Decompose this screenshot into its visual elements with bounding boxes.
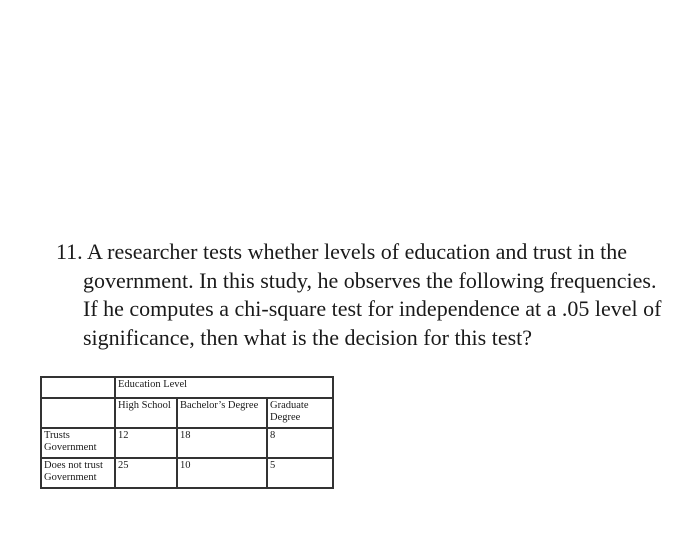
cell-not-trust-high-school: 25 [115,458,177,488]
table-column-header-row [41,398,333,428]
table-row [41,458,333,488]
column-header-high-school: High School [115,398,177,428]
education-level-header: Education Level [115,377,333,398]
table-header-row [41,377,333,398]
cell-not-trust-bachelors: 10 [177,458,267,488]
cell-not-trust-graduate: 5 [267,458,333,488]
cell-trusts-bachelors: 18 [177,428,267,458]
column-header-graduate: Graduate Degree [267,398,333,428]
table-blank-cell [41,398,115,428]
table-row [41,428,333,458]
cell-trusts-high-school: 12 [115,428,177,458]
question-text [56,238,666,352]
frequency-table [40,376,334,489]
column-header-bachelors: Bachelor’s Degree [177,398,267,428]
question-paragraph: 11. A researcher tests whether levels of education and trust in the government. In this study, he observes the following frequencies. If he computes a chi-square test for independence at a .05 level of significance, then what is the decision for this test? [56,239,662,350]
row-label-trusts: Trusts Government [41,428,115,458]
table-corner-cell [41,377,115,398]
row-label-does-not-trust: Does not trust Government [41,458,115,488]
cell-trusts-graduate: 8 [267,428,333,458]
